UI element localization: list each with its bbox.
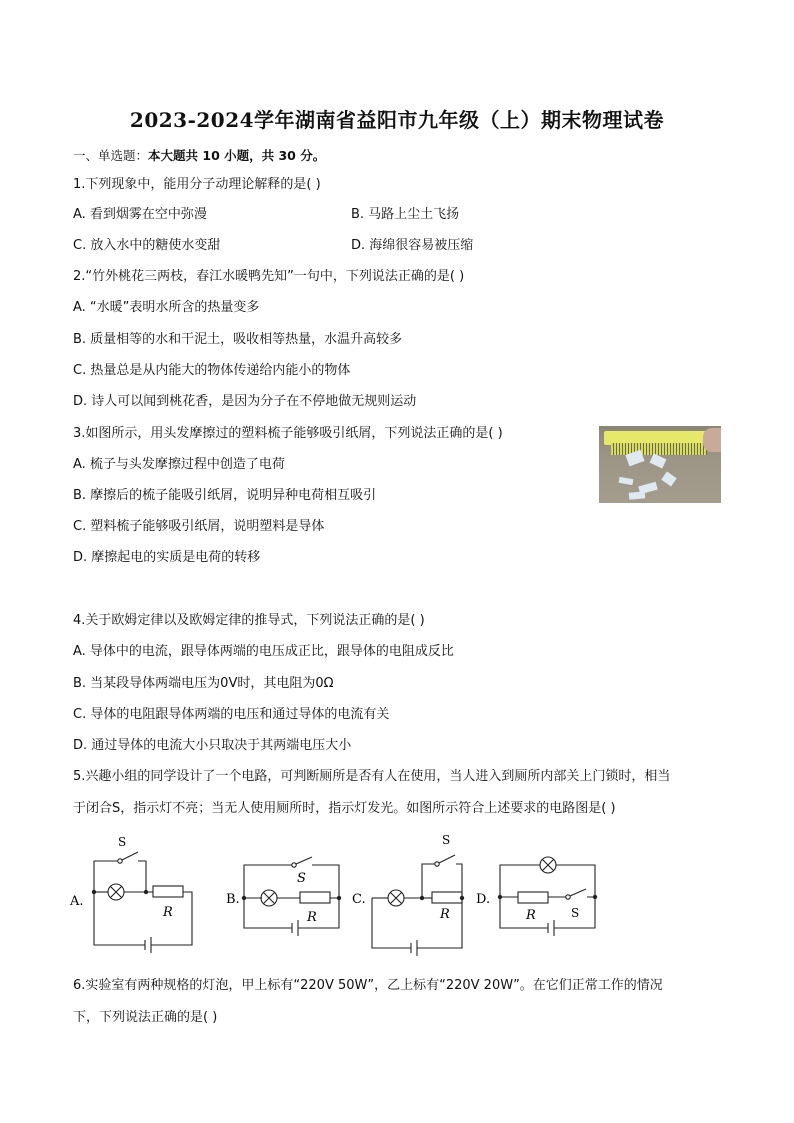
question-2-option-a: A. “水暖”表明水所含的热量变多 bbox=[73, 300, 260, 315]
circuit-a-label: A. bbox=[70, 894, 84, 909]
question-2-stem: 2.“竹外桃花三两枝，春江水暖鸭先知”一句中，下列说法正确的是( ) bbox=[73, 269, 465, 284]
circuit-diagram-c bbox=[352, 830, 472, 960]
circuit-c-svg bbox=[352, 830, 472, 960]
section-header bbox=[73, 146, 325, 164]
question-5-stem-line-2: 于闭合S，指示灯不亮；当无人使用厕所时，指示灯发光。如图所示符合上述要求的电路图是( ) bbox=[73, 801, 616, 816]
switch-label: S bbox=[118, 835, 127, 849]
question-3-option-b: B. 摩擦后的梳子能吸引纸屑，说明异种电荷相互吸引 bbox=[73, 488, 377, 503]
circuit-diagram-d bbox=[474, 830, 604, 960]
paper-scrap bbox=[619, 477, 634, 485]
question-4-option-c: C. 导体的电阻跟导体两端的电压和通过导体的电流有关 bbox=[73, 707, 390, 722]
question-3-stem: 3.如图所示，用头发摩擦过的塑料梳子能够吸引纸屑，下列说法正确的是( ) bbox=[73, 426, 503, 441]
switch-label: S bbox=[297, 871, 306, 886]
question-1-stem: 1.下列现象中，能用分子动理论解释的是( ) bbox=[73, 177, 321, 192]
circuit-b-label: B. bbox=[226, 892, 240, 907]
question-3-option-c: C. 塑料梳子能够吸引纸屑，说明塑料是导体 bbox=[73, 519, 325, 534]
question-4-stem: 4.关于欧姆定律以及欧姆定律的推导式，下列说法正确的是( ) bbox=[73, 613, 425, 628]
question-2-option-b: B. 质量相等的水和干泥土，吸收相等热量，水温升高较多 bbox=[73, 332, 403, 347]
question-3-option-d: D. 摩擦起电的实质是电荷的转移 bbox=[73, 550, 261, 565]
circuit-diagram-a bbox=[68, 830, 198, 960]
resistor-label: R bbox=[307, 910, 317, 925]
paper-scrap bbox=[629, 491, 646, 499]
circuit-c-label: C. bbox=[352, 892, 366, 907]
question-2-option-d: D. 诗人可以闻到桃花香，是因为分子在不停地做无规则运动 bbox=[73, 394, 417, 409]
question-2-option-c: C. 热量总是从内能大的物体传递给内能小的物体 bbox=[73, 363, 351, 378]
question-1-option-c: C. 放入水中的糖使水变甜 bbox=[73, 238, 221, 253]
switch-label: S bbox=[571, 906, 580, 920]
comb-attracting-paper-photo bbox=[599, 426, 721, 503]
question-3-option-a: A. 梳子与头发摩擦过程中创造了电荷 bbox=[73, 457, 285, 472]
question-4-option-a: A. 导体中的电流，跟导体两端的电压成正比，跟导体的电阻成反比 bbox=[73, 644, 454, 659]
comb-teeth bbox=[611, 443, 707, 455]
question-1-option-b: B. 马路上尘土飞扬 bbox=[351, 207, 460, 222]
circuit-d-label: D. bbox=[476, 892, 491, 907]
question-1-option-a: A. 看到烟雾在空中弥漫 bbox=[73, 207, 207, 222]
section-prefix: 一、单选题： bbox=[73, 148, 149, 163]
circuit-a-svg bbox=[68, 830, 198, 960]
question-4-option-b: B. 当某段导体两端电压为0V时，其电阻为0Ω bbox=[73, 676, 334, 691]
question-4-option-d: D. 通过导体的电流大小只取决于其两端电压大小 bbox=[73, 738, 352, 753]
section-description: 本大题共 10 小题，共 30 分。 bbox=[148, 148, 326, 163]
circuit-b-svg bbox=[224, 830, 354, 960]
question-1-option-d: D. 海绵很容易被压缩 bbox=[351, 238, 474, 253]
switch-label: S bbox=[442, 833, 451, 847]
question-6-stem-line-1: 6.实验室有两种规格的灯泡，甲上标有“220V 50W”，乙上标有“220V 20W”。在它们正常工作的情况 bbox=[73, 978, 663, 993]
paper-scrap bbox=[661, 471, 677, 486]
question-6-stem-line-2: 下，下列说法正确的是( ) bbox=[73, 1010, 218, 1025]
circuit-d-svg bbox=[474, 830, 604, 960]
exam-title: 2023-2024学年湖南省益阳市九年级（上）期末物理试卷 bbox=[129, 108, 665, 132]
resistor-label: R bbox=[163, 905, 173, 920]
paper-scrap bbox=[650, 454, 667, 469]
question-5-stem-line-1: 5.兴趣小组的同学设计了一个电路，可判断厕所是否有人在使用，当人进入到厕所内部关上门锁时，相当 bbox=[73, 769, 671, 784]
circuit-diagram-b bbox=[224, 830, 354, 960]
resistor-label: R bbox=[440, 907, 450, 922]
resistor-label: R bbox=[526, 908, 536, 923]
finger-shape bbox=[703, 428, 721, 452]
